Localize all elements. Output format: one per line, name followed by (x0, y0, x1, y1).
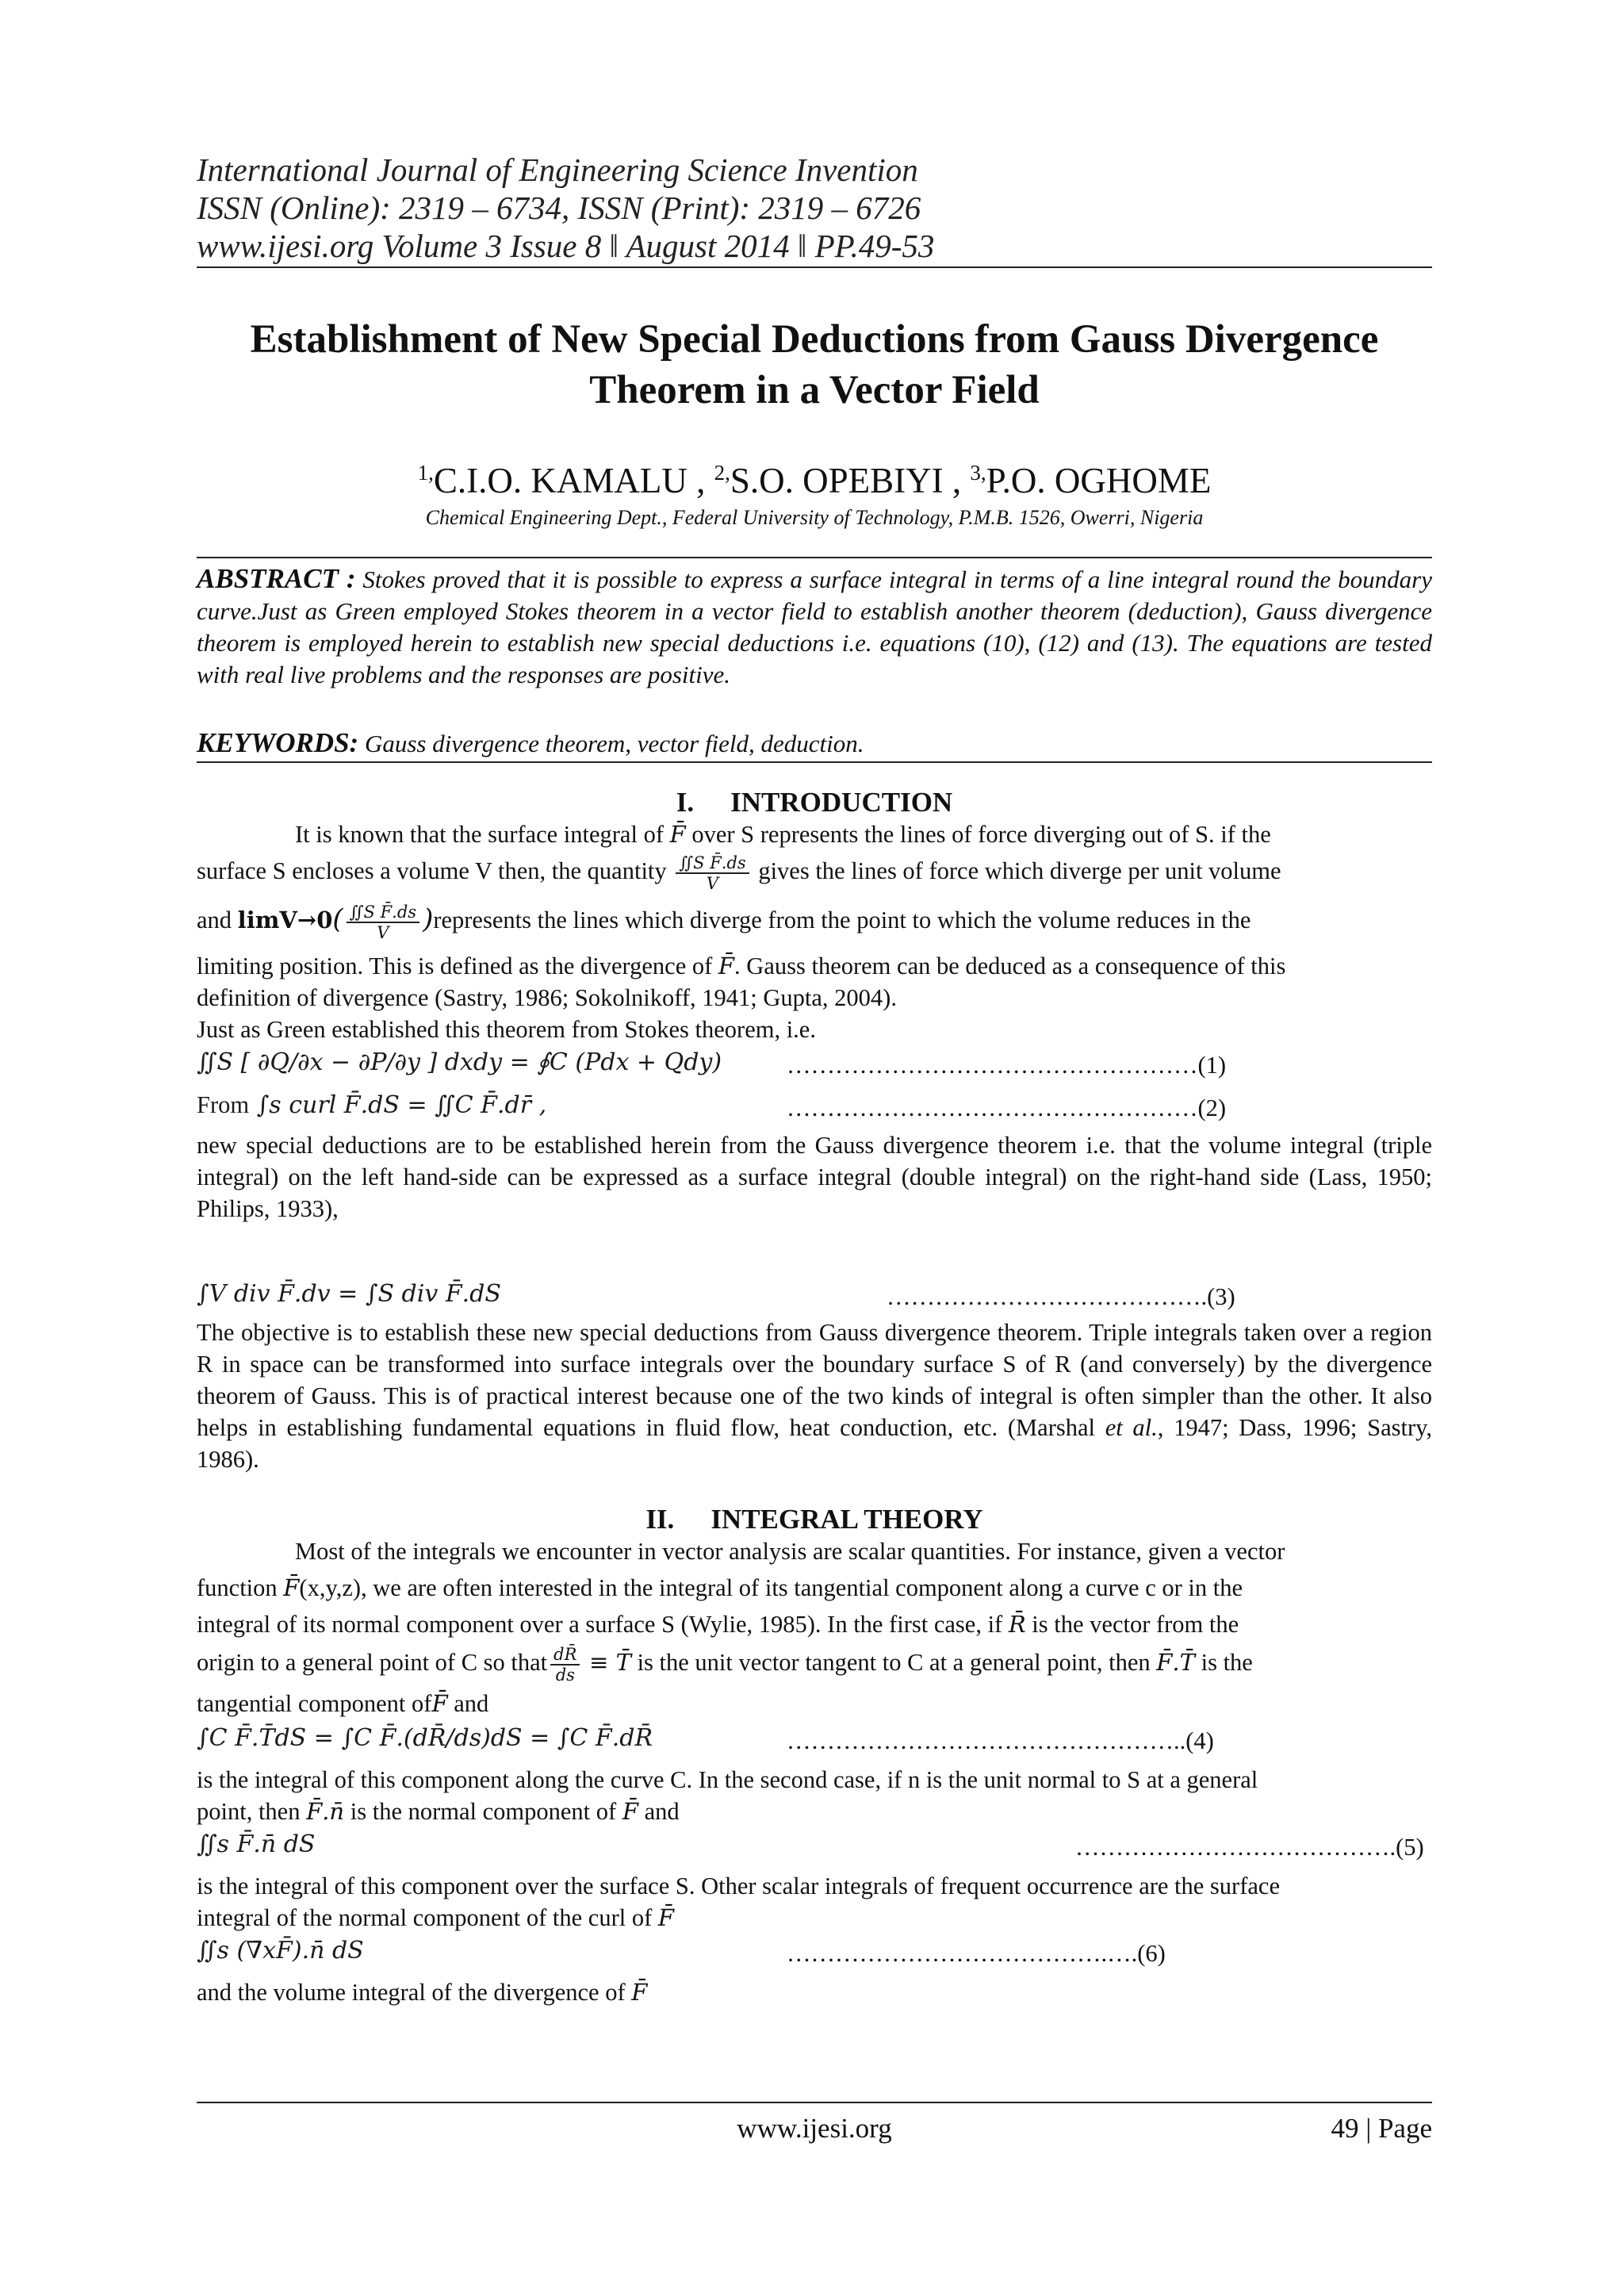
section-2-heading (197, 1504, 1432, 1535)
dr-ds-fraction: $\frac{dR̄}{ds}$ (550, 1645, 580, 1685)
author-2-index: 2, (714, 461, 730, 485)
section-1-body (197, 818, 1432, 1045)
theory-line-3: integral of its normal component over a surface S (Wylie, 1985). In the first case, if R̄ is the vector from the (197, 1611, 1239, 1638)
equation-5 (197, 1827, 1432, 1865)
section-1-number: I. (676, 787, 695, 818)
equation-6-expression: ∬s (∇̄xF̄).n̄ dS (197, 1937, 364, 1964)
keywords-divider (197, 761, 1432, 763)
theory-line-8: is the integral of this component over the surface S. Other scalar integrals of frequent occurrence are the surface (197, 1872, 1280, 1899)
equation-2-number: ……………………………………………(2) (787, 1094, 1227, 1121)
equation-1 (197, 1045, 1432, 1083)
author-list (197, 452, 1432, 501)
header-divider (197, 266, 1432, 268)
section-2-number: II. (645, 1504, 675, 1535)
equation-3-number: ………………………………….(3) (887, 1283, 1235, 1310)
equation-2 (197, 1088, 1432, 1126)
author-2-name: S.O. OPEBIYI , (730, 461, 962, 500)
equation-5-expression: ∬s F̄.n̄ dS (197, 1830, 316, 1858)
author-1-name: C.I.O. KAMALU , (433, 461, 706, 500)
section-1-title: INTRODUCTION (730, 787, 953, 818)
flux-per-volume-fraction: $\frac{\text{∬S F̄.ds}}{V}$ (676, 853, 749, 893)
theory-line-9: integral of the normal component of the curl of F̄ (197, 1904, 674, 1931)
f-vector-symbol: F̄ (669, 821, 686, 848)
intro-line-1: It is known that the surface integral of F̄ over S represents the lines of force diverging out of S. if the (295, 821, 1271, 848)
equation-1-number: ……………………………………………(1) (787, 1052, 1227, 1079)
page-content (197, 151, 1432, 2008)
theory-line-6: is the integral of this component along the curve C. In the second case, if n is the unit normal to S at a general (197, 1766, 1258, 1793)
keywords-text: Gauss divergence theorem, vector field, deduction. (364, 730, 864, 757)
intro-line-4: limiting position. This is defined as the divergence of F̄. Gauss theorem can be deduced as a consequence of this (197, 953, 1286, 979)
affiliation: Chemical Engineering Dept., Federal University of Technology, P.M.B. 1526, Owerri, Nigeria (425, 506, 1204, 529)
equation-4-expression: ∫C F̄.T̄dS = ∫C F̄.(dR̄/ds)dS = ∫C F̄.dR̄ (197, 1724, 653, 1752)
intro-paragraph-objective: The objective is to establish these new special deductions from Gauss divergence theorem. Triple integrals taken over a region R in space can be transformed into surface integrals over the boundary surface S of R (and conversely) by the divergence theorem of Gauss. This is of practical interest because one of the two kinds of integral is often simpler than the other. It also helps in establishing fundamental equations in fluid flow, heat conduction, etc. (Marshal et al., 1947; Dass, 1996; Sastry, 1986). (197, 1319, 1433, 1473)
journal-name: International Journal of Engineering Science Invention (197, 151, 918, 188)
page-footer (197, 2102, 1432, 2144)
equation-2-expression: From ∫s curl F̄.dS = ∬C F̄.dr̄ , (197, 1091, 547, 1119)
keywords (197, 727, 1432, 760)
intro-line-3: and limV→0( $\frac{\text{∬S F̄.ds}}{V}$ )represents the lines which diverge from the point to which the volume reduces in the (197, 903, 1251, 942)
equation-6 (197, 1934, 1432, 1972)
equation-3 (197, 1277, 1432, 1315)
intro-line-5: definition of divergence (Sastry, 1986; Sokolnikoff, 1941; Gupta, 2004). (197, 984, 897, 1011)
theory-line-4: origin to a general point of C so that $\frac{dR̄}{ds}$ ≡ T̄ is the unit vector tangent to C at a general point, then F̄.T̄ is the (197, 1645, 1253, 1685)
author-3-index: 3, (970, 461, 986, 485)
section-1-heading (197, 787, 1432, 818)
section-2-body (197, 1535, 1432, 1719)
section-2-title: INTEGRAL THEORY (710, 1504, 983, 1535)
section-2-curl (197, 1870, 1432, 1934)
title-line-2: Theorem in a Vector Field (589, 368, 1040, 412)
theory-line-5: tangential component ofF̄ and (197, 1690, 489, 1717)
equation-4-number: …………………………………………..(4) (787, 1727, 1214, 1754)
theory-line-1: Most of the integrals we encounter in vector analysis are scalar quantities. For instance, given a vector (295, 1538, 1285, 1565)
intro-line-6: Just as Green established this theorem from Stokes theorem, i.e. (197, 1016, 816, 1043)
equation-1-expression: ∬S [ ∂Q/∂x − ∂P/∂y ] dxdy = ∮C (Pdx + Qdy) (197, 1048, 722, 1076)
intro-line-2: surface S encloses a volume V then, the quantity $\frac{\text{∬S F̄.ds}}{V}$ gives the lines of force which diverge per unit volume (197, 853, 1281, 893)
limit-operator: limV→0 (237, 907, 333, 933)
journal-issn: ISSN (Online): 2319 – 6734, ISSN (Print): 2319 – 6726 (197, 190, 921, 226)
keywords-label: KEYWORDS: (197, 727, 359, 758)
author-1-index: 1, (417, 461, 434, 485)
theory-line-10: and the volume integral of the divergence of F̄ (197, 1979, 648, 2006)
journal-issue: www.ijesi.org Volume 3 Issue 8 ǁ August 2014 ǁ PP.49-53 (197, 228, 935, 264)
r-vector-symbol: R̄ (1008, 1611, 1026, 1638)
author-3-name: P.O. OGHOME (986, 461, 1212, 500)
intro-paragraph-deductions: new special deductions are to be established herein from the Gauss divergence theorem i.e. that the volume integral (triple integral) on the left hand-side can be expressed as a surface integral (double integral) on the right-hand side (Lass, 1950; Philips, 1933), (197, 1132, 1432, 1222)
footer-website: www.ijesi.org (737, 2113, 892, 2144)
equation-4 (197, 1721, 1432, 1759)
theory-line-2: function F̄(x,y,z), we are often interested in the integral of its tangential component along a curve c or in the (197, 1574, 1243, 1601)
paper-title (197, 314, 1432, 416)
abstract-text: Stokes proved that it is possible to express a surface integral in terms of a line integral round the boundary curve.Just as Green employed Stokes theorem in a vector field to establish another theorem (deduction), Gauss divergence theorem is employed herein to establish new special deductions i.e. equations (10), (12) and (13). The equations are tested with real live problems and the responses are positive. (197, 565, 1433, 688)
equation-6-number: ………………………………….….(6) (787, 1940, 1166, 1967)
abstract-top-divider (197, 557, 1432, 558)
equation-5-number: ………………………………….(5) (1075, 1834, 1424, 1861)
journal-header (197, 151, 1432, 265)
abstract-label: ABSTRACT : (197, 563, 356, 594)
equation-3-expression: ∫V div F̄.dv = ∫S div F̄.dS (197, 1280, 501, 1308)
theory-line-7: point, then F̄.n̄ is the normal component of F̄ and (197, 1798, 680, 1825)
footer-divider (197, 2102, 1432, 2103)
limit-fraction: $\frac{\text{∬S F̄.ds}}{V}$ (347, 903, 419, 942)
footer-page-number: 49 | Page (1331, 2113, 1432, 2144)
title-line-1: Establishment of New Special Deductions from Gauss Divergence (250, 317, 1379, 362)
section-2-normal (197, 1764, 1432, 1827)
abstract (197, 563, 1432, 691)
